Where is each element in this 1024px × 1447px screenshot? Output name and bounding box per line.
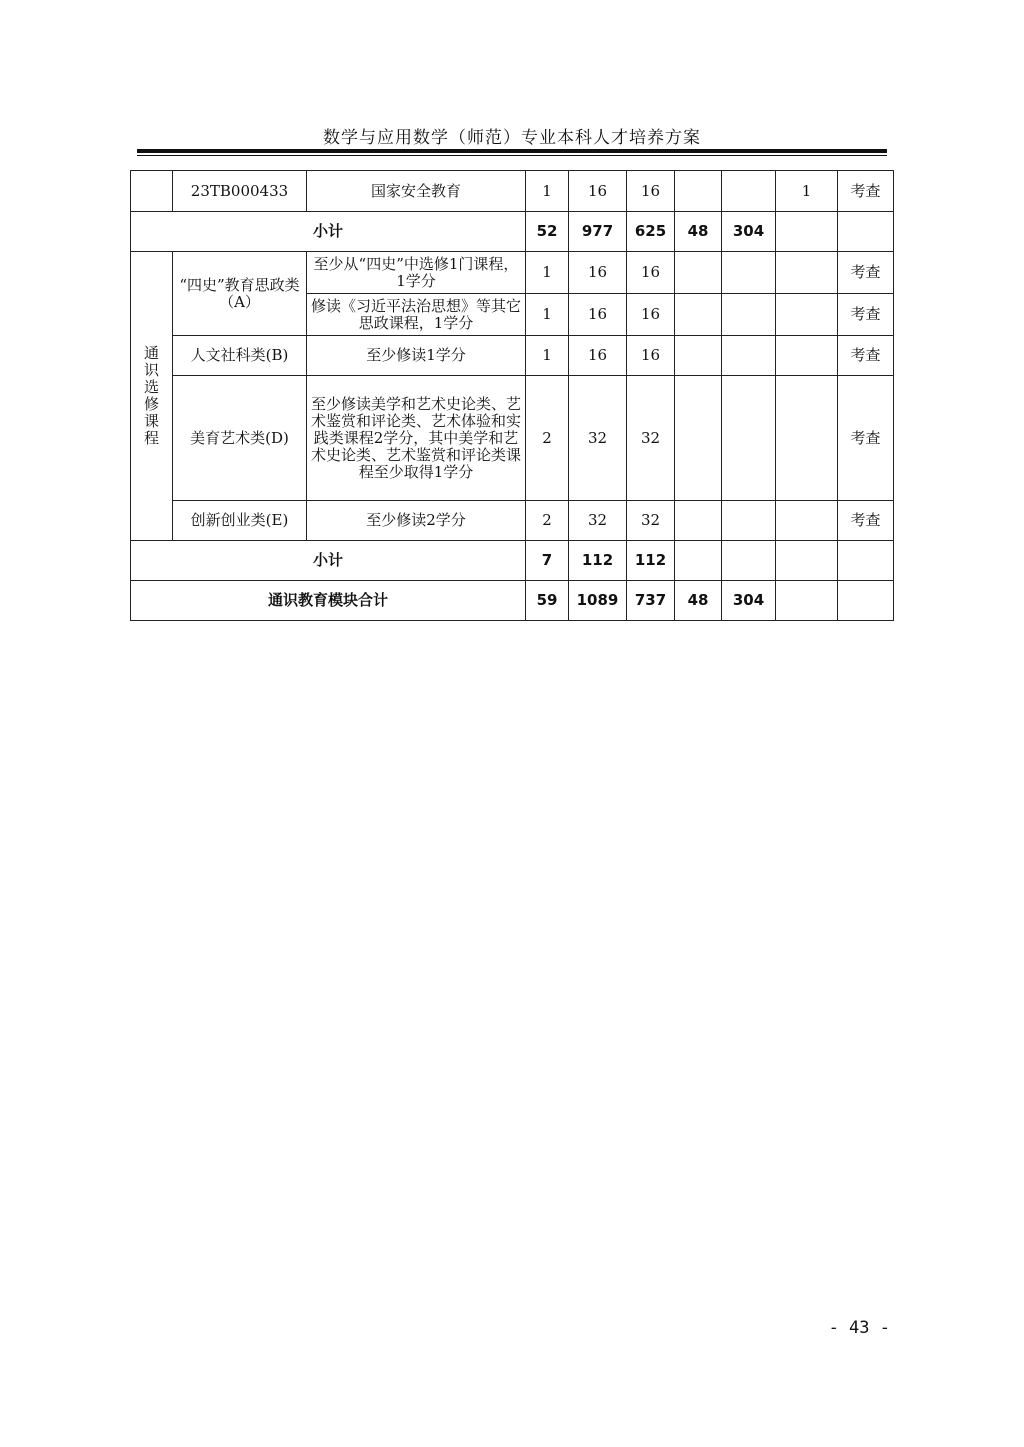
requirement-cell: 至少修读2学分 <box>307 501 526 541</box>
category-cell: 美育艺术类(D) <box>173 376 307 501</box>
col7-cell <box>722 171 776 212</box>
semester-cell <box>776 501 838 541</box>
lecture-hours-cell: 625 <box>627 212 675 252</box>
category-cell: 人文社科类(B) <box>173 336 307 376</box>
semester-cell <box>776 294 838 336</box>
header-rule-thick <box>137 149 887 153</box>
credits-cell: 1 <box>526 252 569 294</box>
col6-cell <box>675 294 722 336</box>
module-total-row <box>131 581 894 621</box>
table-row <box>131 171 894 212</box>
credits-cell: 7 <box>526 541 569 581</box>
category-cell: “四史”教育思政类（A） <box>173 252 307 336</box>
subtotal-row <box>131 212 894 252</box>
credits-cell: 1 <box>526 336 569 376</box>
col7-cell <box>722 336 776 376</box>
semester-cell <box>776 581 838 621</box>
col6-cell <box>675 376 722 501</box>
lecture-hours-cell: 112 <box>627 541 675 581</box>
course-code: 23TB000433 <box>173 171 307 212</box>
total-hours-cell: 16 <box>569 252 627 294</box>
credits-cell: 59 <box>526 581 569 621</box>
table-row <box>131 336 894 376</box>
col7-cell: 304 <box>722 581 776 621</box>
assessment-cell: 考查 <box>838 376 894 501</box>
col6-cell <box>675 501 722 541</box>
col6-cell <box>675 171 722 212</box>
table-row <box>131 376 894 501</box>
lecture-hours-cell: 16 <box>627 171 675 212</box>
assessment-cell: 考查 <box>838 294 894 336</box>
semester-cell <box>776 541 838 581</box>
semester-cell <box>776 376 838 501</box>
col7-cell <box>722 501 776 541</box>
total-hours-cell: 977 <box>569 212 627 252</box>
page-number: - 43 - <box>828 1318 890 1338</box>
course-name: 国家安全教育 <box>307 171 526 212</box>
total-hours-cell: 16 <box>569 336 627 376</box>
elective-group-text: 通识选修课程 <box>143 344 159 447</box>
requirement-cell: 至少修读美学和艺术史论类、艺术鉴赏和评论类、艺术体验和实践类课程2学分，其中美学和艺术史论类、艺术鉴赏和评论类课程至少取得1学分 <box>307 376 526 501</box>
subtotal-row <box>131 541 894 581</box>
assessment-cell <box>838 212 894 252</box>
col6-cell: 48 <box>675 212 722 252</box>
table-row <box>131 501 894 541</box>
total-hours-cell: 32 <box>569 376 627 501</box>
lecture-hours-cell: 32 <box>627 376 675 501</box>
assessment-cell: 考查 <box>838 501 894 541</box>
col7-cell <box>722 252 776 294</box>
credits-cell: 2 <box>526 376 569 501</box>
credits-cell: 52 <box>526 212 569 252</box>
lecture-hours-cell: 16 <box>627 252 675 294</box>
col6-cell <box>675 252 722 294</box>
credits-cell: 2 <box>526 501 569 541</box>
lecture-hours-cell: 16 <box>627 294 675 336</box>
semester-cell <box>776 336 838 376</box>
group-cell-empty <box>131 171 173 212</box>
total-hours-cell: 32 <box>569 501 627 541</box>
requirement-cell: 至少修读1学分 <box>307 336 526 376</box>
course-plan-table <box>130 170 894 621</box>
col7-cell <box>722 541 776 581</box>
header-rule-thin <box>137 155 887 156</box>
elective-group-label <box>131 252 173 541</box>
credits-cell: 1 <box>526 171 569 212</box>
col6-cell: 48 <box>675 581 722 621</box>
total-hours-cell: 16 <box>569 294 627 336</box>
assessment-cell: 考查 <box>838 171 894 212</box>
assessment-cell: 考查 <box>838 252 894 294</box>
requirement-cell: 至少从“四史”中选修1门课程，1学分 <box>307 252 526 294</box>
col6-cell <box>675 336 722 376</box>
assessment-cell <box>838 581 894 621</box>
semester-cell: 1 <box>776 171 838 212</box>
lecture-hours-cell: 32 <box>627 501 675 541</box>
semester-cell <box>776 252 838 294</box>
page-header-title: 数学与应用数学（师范）专业本科人才培养方案 <box>323 128 701 148</box>
category-cell: 创新创业类(E) <box>173 501 307 541</box>
total-hours-cell: 1089 <box>569 581 627 621</box>
total-hours-cell: 16 <box>569 171 627 212</box>
col6-cell <box>675 541 722 581</box>
subtotal-label: 小计 <box>131 541 526 581</box>
module-total-label: 通识教育模块合计 <box>131 581 526 621</box>
lecture-hours-cell: 737 <box>627 581 675 621</box>
col7-cell: 304 <box>722 212 776 252</box>
col7-cell <box>722 294 776 336</box>
requirement-cell: 修读《习近平法治思想》等其它思政课程，1学分 <box>307 294 526 336</box>
assessment-cell <box>838 541 894 581</box>
assessment-cell: 考查 <box>838 336 894 376</box>
semester-cell <box>776 212 838 252</box>
total-hours-cell: 112 <box>569 541 627 581</box>
subtotal-label: 小计 <box>131 212 526 252</box>
credits-cell: 1 <box>526 294 569 336</box>
lecture-hours-cell: 16 <box>627 336 675 376</box>
col7-cell <box>722 376 776 501</box>
table-row <box>131 252 894 294</box>
